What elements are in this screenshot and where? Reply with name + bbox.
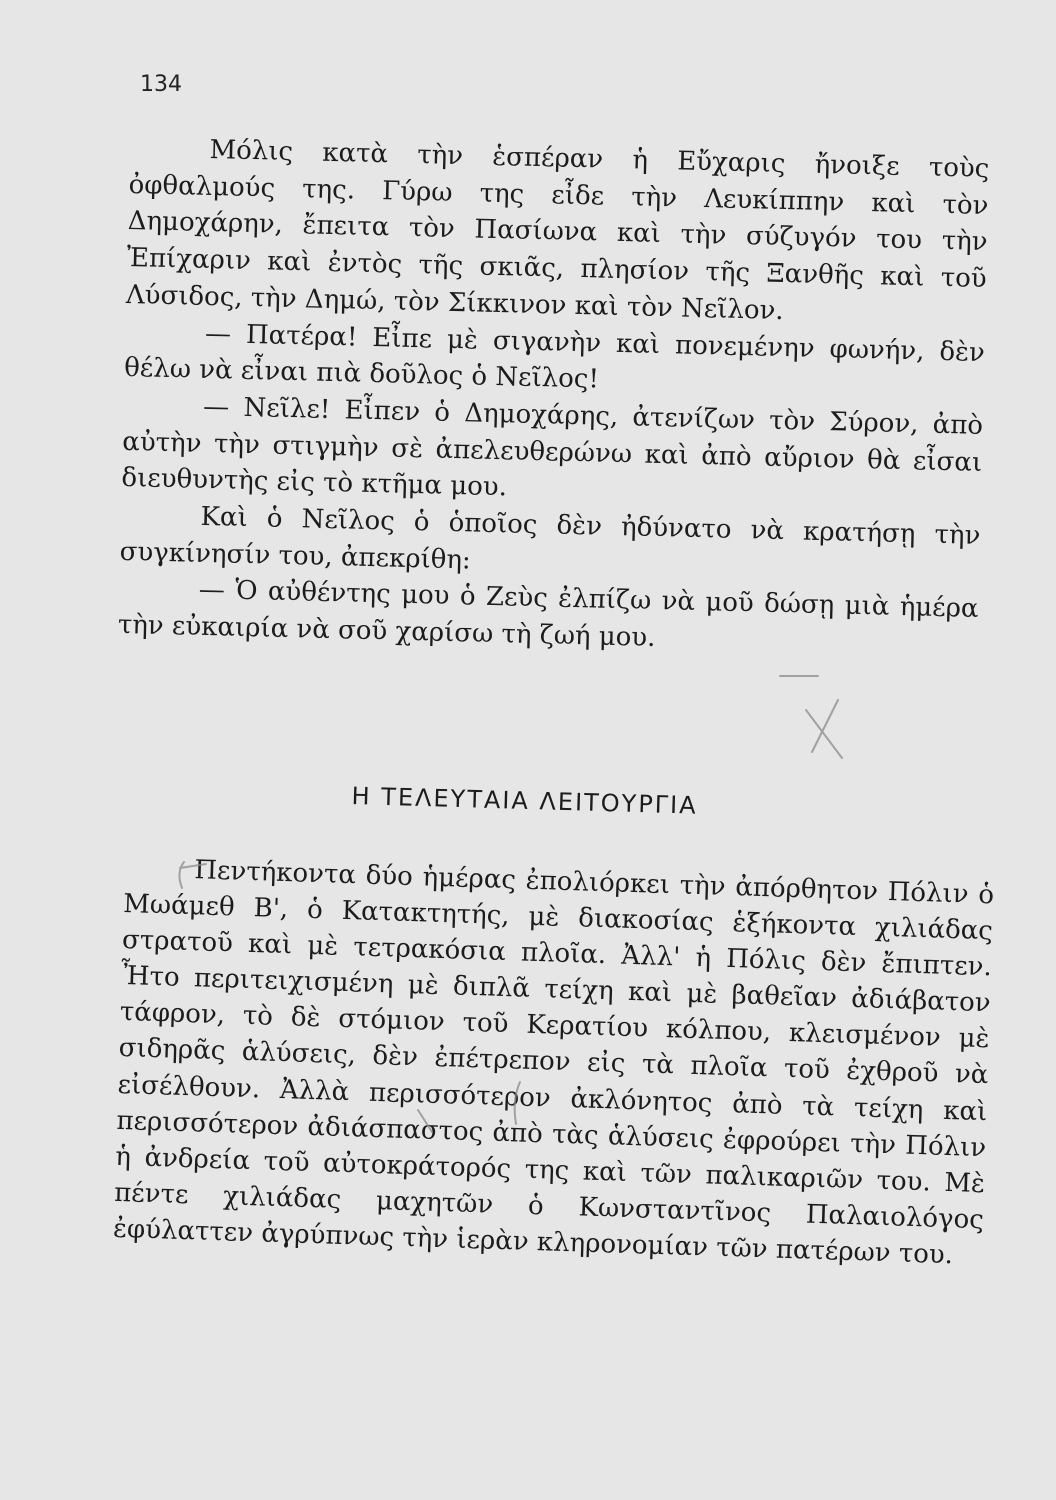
paragraph: Πεντήκοντα δύο ἡμέρας ἐπολιόρκει τὴν ἀπόρθητον Πόλιν ὁ Μωάμεθ Β', ὁ Κατακτητής, μὲ διακοσίας ἑξήκοντα χιλιάδας στρατοῦ καὶ μὲ τετρακόσια πλοῖα. Ἀλλ' ἡ Πόλις δὲν ἔπιπτεν. Ἦτο περιτειχισμένη μὲ διπλᾶ τείχη καὶ μὲ βαθεῖαν ἀδιάβατον τάφρον, τὸ δὲ στόμιον τοῦ Κερατίου κόλπου, κλεισμένον μὲ σιδηρᾶς ἁλύσεις, δὲν ἐπέτρεπον εἰς τὰ πλοῖα τοῦ ἐχθροῦ νὰ εἰσέλθουν. Ἀλλὰ περισσότερον ἀκλόνητος ἀπὸ τὰ τείχη καὶ περισσότερον ἀδιάσπαστος ἀπὸ τὰς ἁλύσεις ἐφρούρει τὴν Πόλιν ἡ ἀνδρεία τοῦ αὐτοκράτορός της καὶ τῶν παλικαριῶν του. Μὲ πέντε χιλιάδας μαχητῶν ὁ Κωνσταντῖνος Παλαιολόγος ἐφύλαττεν ἀγρύπνως τὴν ἱερὰν κληρονομίαν τῶν πατέρων του. bbox=[112, 855, 995, 1271]
paragraph: Μόλις κατὰ τὴν ἑσπέραν ἡ Εὔχαρις ἤνοιξε τοὺς ὀφθαλμούς της. Γύρω της εἶδε τὴν Λευκίππην καὶ τὸν Δημοχάρην, ἔπειτα τὸν Πασίωνα καὶ τὴν σύζυγόν του τὴν Ἐπίχαριν καὶ ἐντὸς τῆς σκιᾶς, πλησίον τῆς Ξανθῆς καὶ τοῦ Λύσιδος, τὴν Δημώ, τὸν Σίκκινον καὶ τὸν Νεῖλον. bbox=[125, 134, 990, 326]
pencil-slash-mark bbox=[515, 1082, 520, 1124]
pencil-cross-mark bbox=[806, 700, 842, 758]
paragraph: Καὶ ὁ Νεῖλος ὁ ὁποῖος δὲν ἠδύνατο νὰ κρατήσῃ τὴν συγκίνησίν του, ἀπεκρίθη: bbox=[119, 501, 981, 576]
paragraph: — Πατέρα! Εἶπε μὲ σιγανὴν καὶ πονεμένην φωνήν, δὲν θέλω νὰ εἶναι πιὰ δοῦλος ὁ Νεῖλος! bbox=[123, 318, 986, 395]
pencil-bracket-mark bbox=[179, 862, 206, 888]
section-title: Η ΤΕΛΕΥΤΑΙΑ ΛΕΙΤΟΥΡΓΙΑ bbox=[351, 782, 699, 820]
pencil-slash-mark bbox=[418, 1110, 432, 1132]
paragraph: — Νεῖλε! Εἶπεν ὁ Δημοχάρης, ἀτενίζων τὸν Σύρον, ἀπὸ αὐτὴν τὴν στιγμὴν σὲ ἀπελευθερώνω καὶ ἀπὸ αὔριον θὰ εἶσαι διευθυντὴς εἰς τὸ κτῆμα μου. bbox=[121, 391, 984, 503]
paragraph: — Ὁ αὐθέντης μου ὁ Ζεὺς ἐλπίζω νὰ μοῦ δώσῃ μιὰ ἡμέρα τὴν εὐκαιρία νὰ σοῦ χαρίσω τὴ ζωή μου. bbox=[117, 575, 979, 654]
page-number: 134 bbox=[140, 72, 182, 97]
